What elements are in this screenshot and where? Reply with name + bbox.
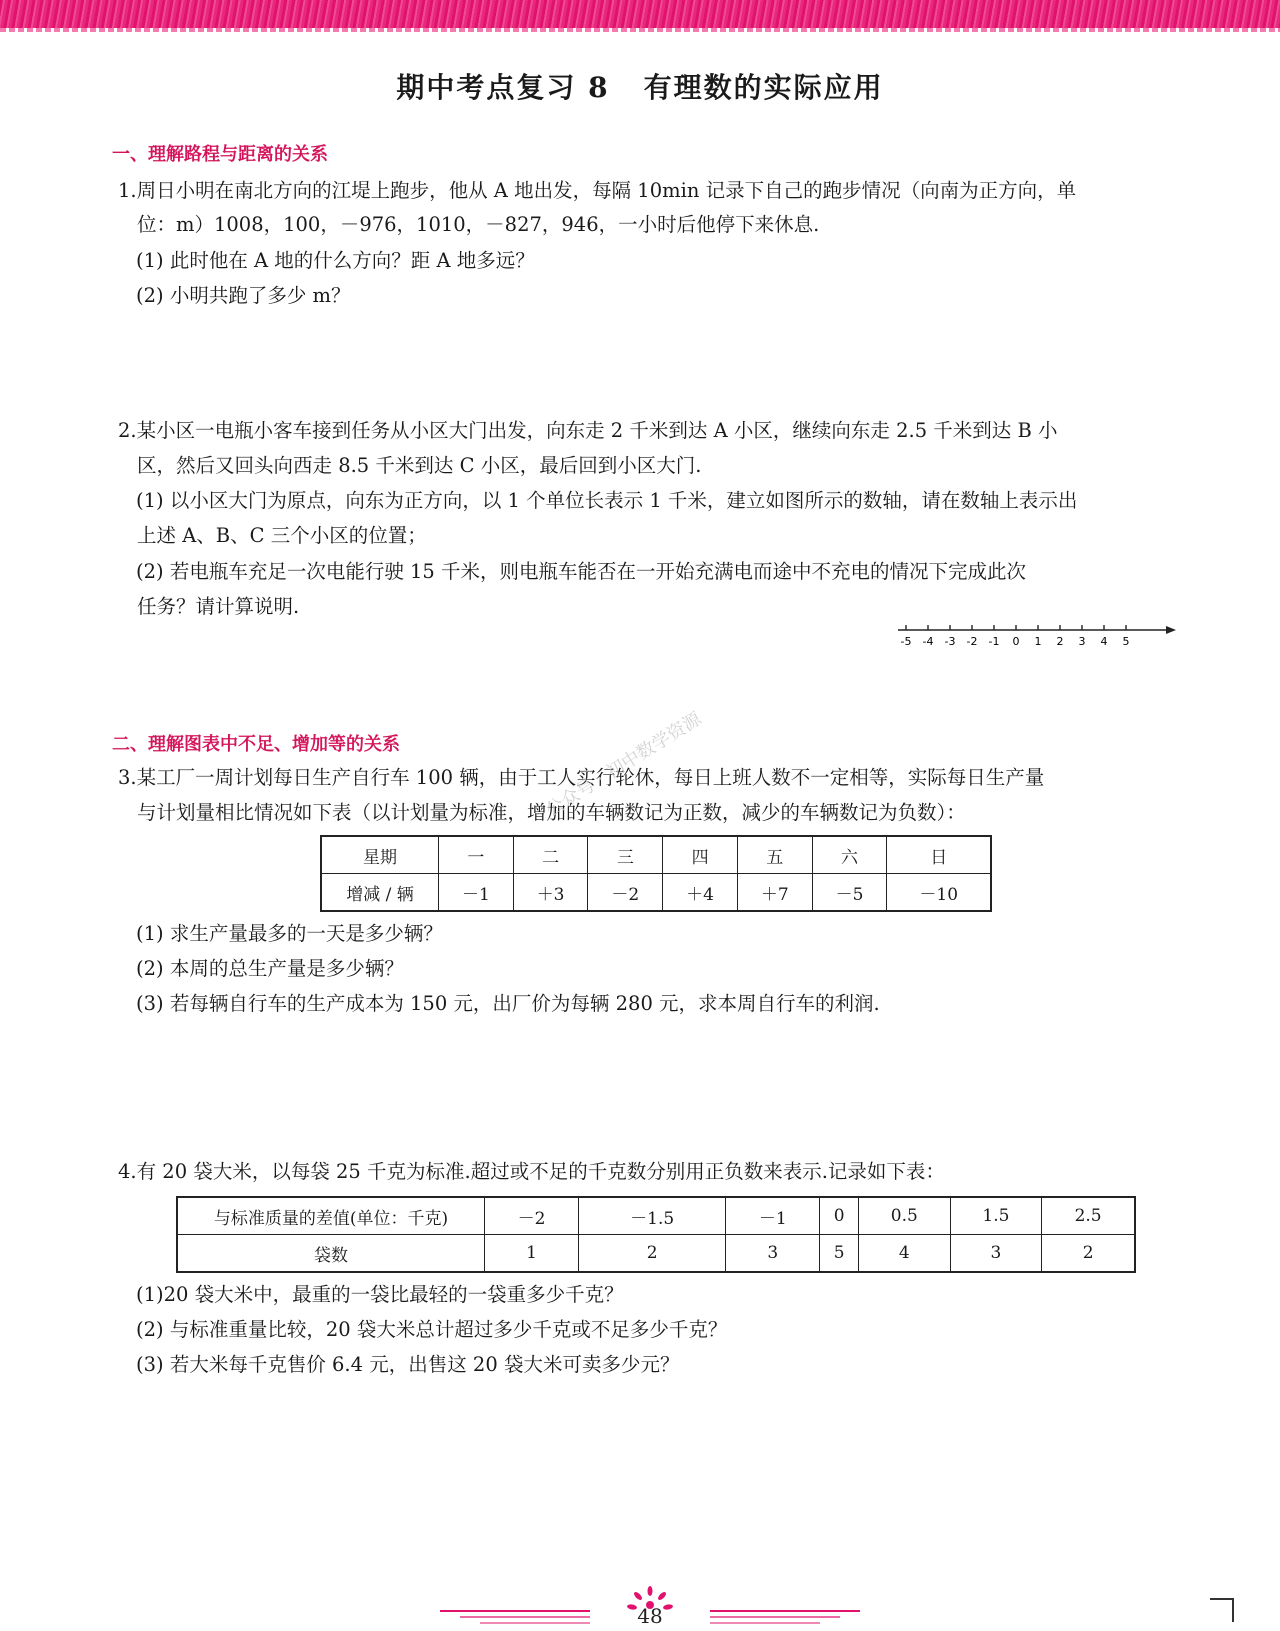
number-line-tick-label: -4 (922, 635, 934, 648)
number-line-arrow (1166, 626, 1176, 634)
top-decorative-band (0, 0, 1280, 30)
q4-difference: 0 (820, 1197, 859, 1235)
q4-sub2: (2) 与标准重量比较，20 袋大米总计超过多少千克或不足多少千克？ (136, 1318, 728, 1341)
page-title-part1: 期中考点复习 8 (396, 71, 610, 104)
table-row (321, 836, 991, 874)
q4-line1: 4.有 20 袋大米，以每袋 25 千克为标准.超过或不足的千克数分别用正负数来表示.记录如下表： (118, 1160, 945, 1183)
q4-difference: －1.5 (579, 1197, 726, 1235)
q3-line1: 3.某工厂一周计划每日生产自行车 100 辆，由于工人实行轮休，每日上班人数不一定相等，实际每日生产量 (118, 766, 1045, 789)
q3-change: －1 (439, 874, 514, 912)
q3-sub2: (2) 本周的总生产量是多少辆？ (136, 957, 404, 980)
number-line-tick-label: 2 (1056, 635, 1064, 648)
q4-sub1: (1)20 袋大米中，最重的一袋比最轻的一袋重多少千克？ (136, 1283, 624, 1306)
number-line-tick-label: -1 (988, 635, 1000, 648)
table-row (321, 874, 991, 912)
q3-change: ＋7 (737, 874, 812, 912)
number-line-tick-label: 5 (1122, 635, 1130, 648)
q3-change: －2 (588, 874, 663, 912)
number-line-tick-label: 1 (1034, 635, 1042, 648)
number-line (898, 620, 1178, 650)
q4-row1-label: 与标准质量的差值(单位：千克) (177, 1197, 485, 1235)
section1-heading: 一、理解路程与距离的关系 (112, 144, 328, 165)
q3-sub3: (3) 若每辆自行车的生产成本为 150 元，出厂价为每辆 280 元，求本周自行车的利润. (136, 992, 880, 1015)
q3-day: 六 (812, 836, 887, 874)
q4-difference: －2 (485, 1197, 579, 1235)
table-row (177, 1197, 1135, 1235)
q2-line2: 区，然后又回头向西走 8.5 千米到达 C 小区，最后回到小区大门. (137, 454, 702, 477)
q3-day: 一 (439, 836, 514, 874)
q3-day: 三 (588, 836, 663, 874)
q2-sub1-line1: (1) 以小区大门为原点，向东为正方向，以 1 个单位长表示 1 千米，建立如图所示的数轴，请在数轴上表示出 (136, 489, 1078, 512)
q4-count: 2 (579, 1235, 726, 1273)
top-band-edge (0, 28, 1280, 32)
page-number: 48 (637, 1604, 663, 1628)
q4-difference: 2.5 (1042, 1197, 1135, 1235)
q4-difference: 0.5 (859, 1197, 951, 1235)
q4-table (176, 1196, 1136, 1273)
q1-sub2: (2) 小明共跑了多少 m？ (136, 284, 351, 307)
q3-row-label: 增减 / 辆 (321, 874, 439, 912)
number-line-tick-label: -5 (900, 635, 912, 648)
q2-sub2-line2: 任务？请计算说明. (137, 595, 300, 618)
q3-day: 四 (663, 836, 738, 874)
q3-sub1: (1) 求生产量最多的一天是多少辆？ (136, 922, 443, 945)
q4-count: 1 (485, 1235, 579, 1273)
q3-change: ＋4 (663, 874, 738, 912)
q4-row2-label: 袋数 (177, 1235, 485, 1273)
q3-day: 五 (737, 836, 812, 874)
number-line-tick-label: 4 (1100, 635, 1108, 648)
q4-count: 3 (726, 1235, 820, 1273)
section2-heading: 二、理解图表中不足、增加等的关系 (112, 734, 400, 755)
q3-change: －5 (812, 874, 887, 912)
q1-line1: 1.周日小明在南北方向的江堤上跑步，他从 A 地出发，每隔 10min 记录下自己的跑步情况（向南为正方向，单 (118, 179, 1077, 202)
q3-header-label: 星期 (321, 836, 439, 874)
q3-change: ＋3 (513, 874, 588, 912)
q4-count: 3 (950, 1235, 1042, 1273)
page-title-part2: 有理数的实际应用 (643, 71, 884, 104)
q4-sub3: (3) 若大米每千克售价 6.4 元，出售这 20 袋大米可卖多少元？ (136, 1353, 680, 1376)
q3-table (320, 835, 992, 912)
number-line-tick-label: 3 (1078, 635, 1086, 648)
q2-sub2-line1: (2) 若电瓶车充足一次电能行驶 15 千米，则电瓶车能否在一开始充满电而途中不充电的情况下完成此次 (136, 560, 1027, 583)
q3-day: 日 (887, 836, 991, 874)
q1-line2: 位：m）1008，100，－976，1010，－827，946，一小时后他停下来休息. (137, 213, 820, 236)
number-line-tick-label: -2 (966, 635, 978, 648)
q3-change: －10 (887, 874, 991, 912)
number-line-tick-label: 0 (1012, 635, 1020, 648)
q4-count: 5 (820, 1235, 859, 1273)
q4-count: 2 (1042, 1235, 1135, 1273)
q2-line1: 2.某小区一电瓶小客车接到任务从小区大门出发，向东走 2 千米到达 A 小区，继续向东走 2.5 千米到达 B 小 (118, 419, 1058, 442)
table-row (177, 1235, 1135, 1273)
q4-difference: 1.5 (950, 1197, 1042, 1235)
q4-count: 4 (859, 1235, 951, 1273)
q3-line2: 与计划量相比情况如下表（以计划量为标准，增加的车辆数记为正数，减少的车辆数记为负数）： (137, 801, 966, 824)
number-line-tick-label: -3 (944, 635, 956, 648)
page-corner-mark (1210, 1598, 1234, 1622)
q2-sub1-line2: 上述 A、B、C 三个小区的位置； (137, 524, 427, 547)
page-title (0, 66, 1280, 106)
watermark: 公众号 · 初中数学资源 (542, 708, 706, 822)
q4-difference: －1 (726, 1197, 820, 1235)
q3-day: 二 (513, 836, 588, 874)
q1-sub1: (1) 此时他在 A 地的什么方向？距 A 地多远？ (136, 249, 535, 272)
